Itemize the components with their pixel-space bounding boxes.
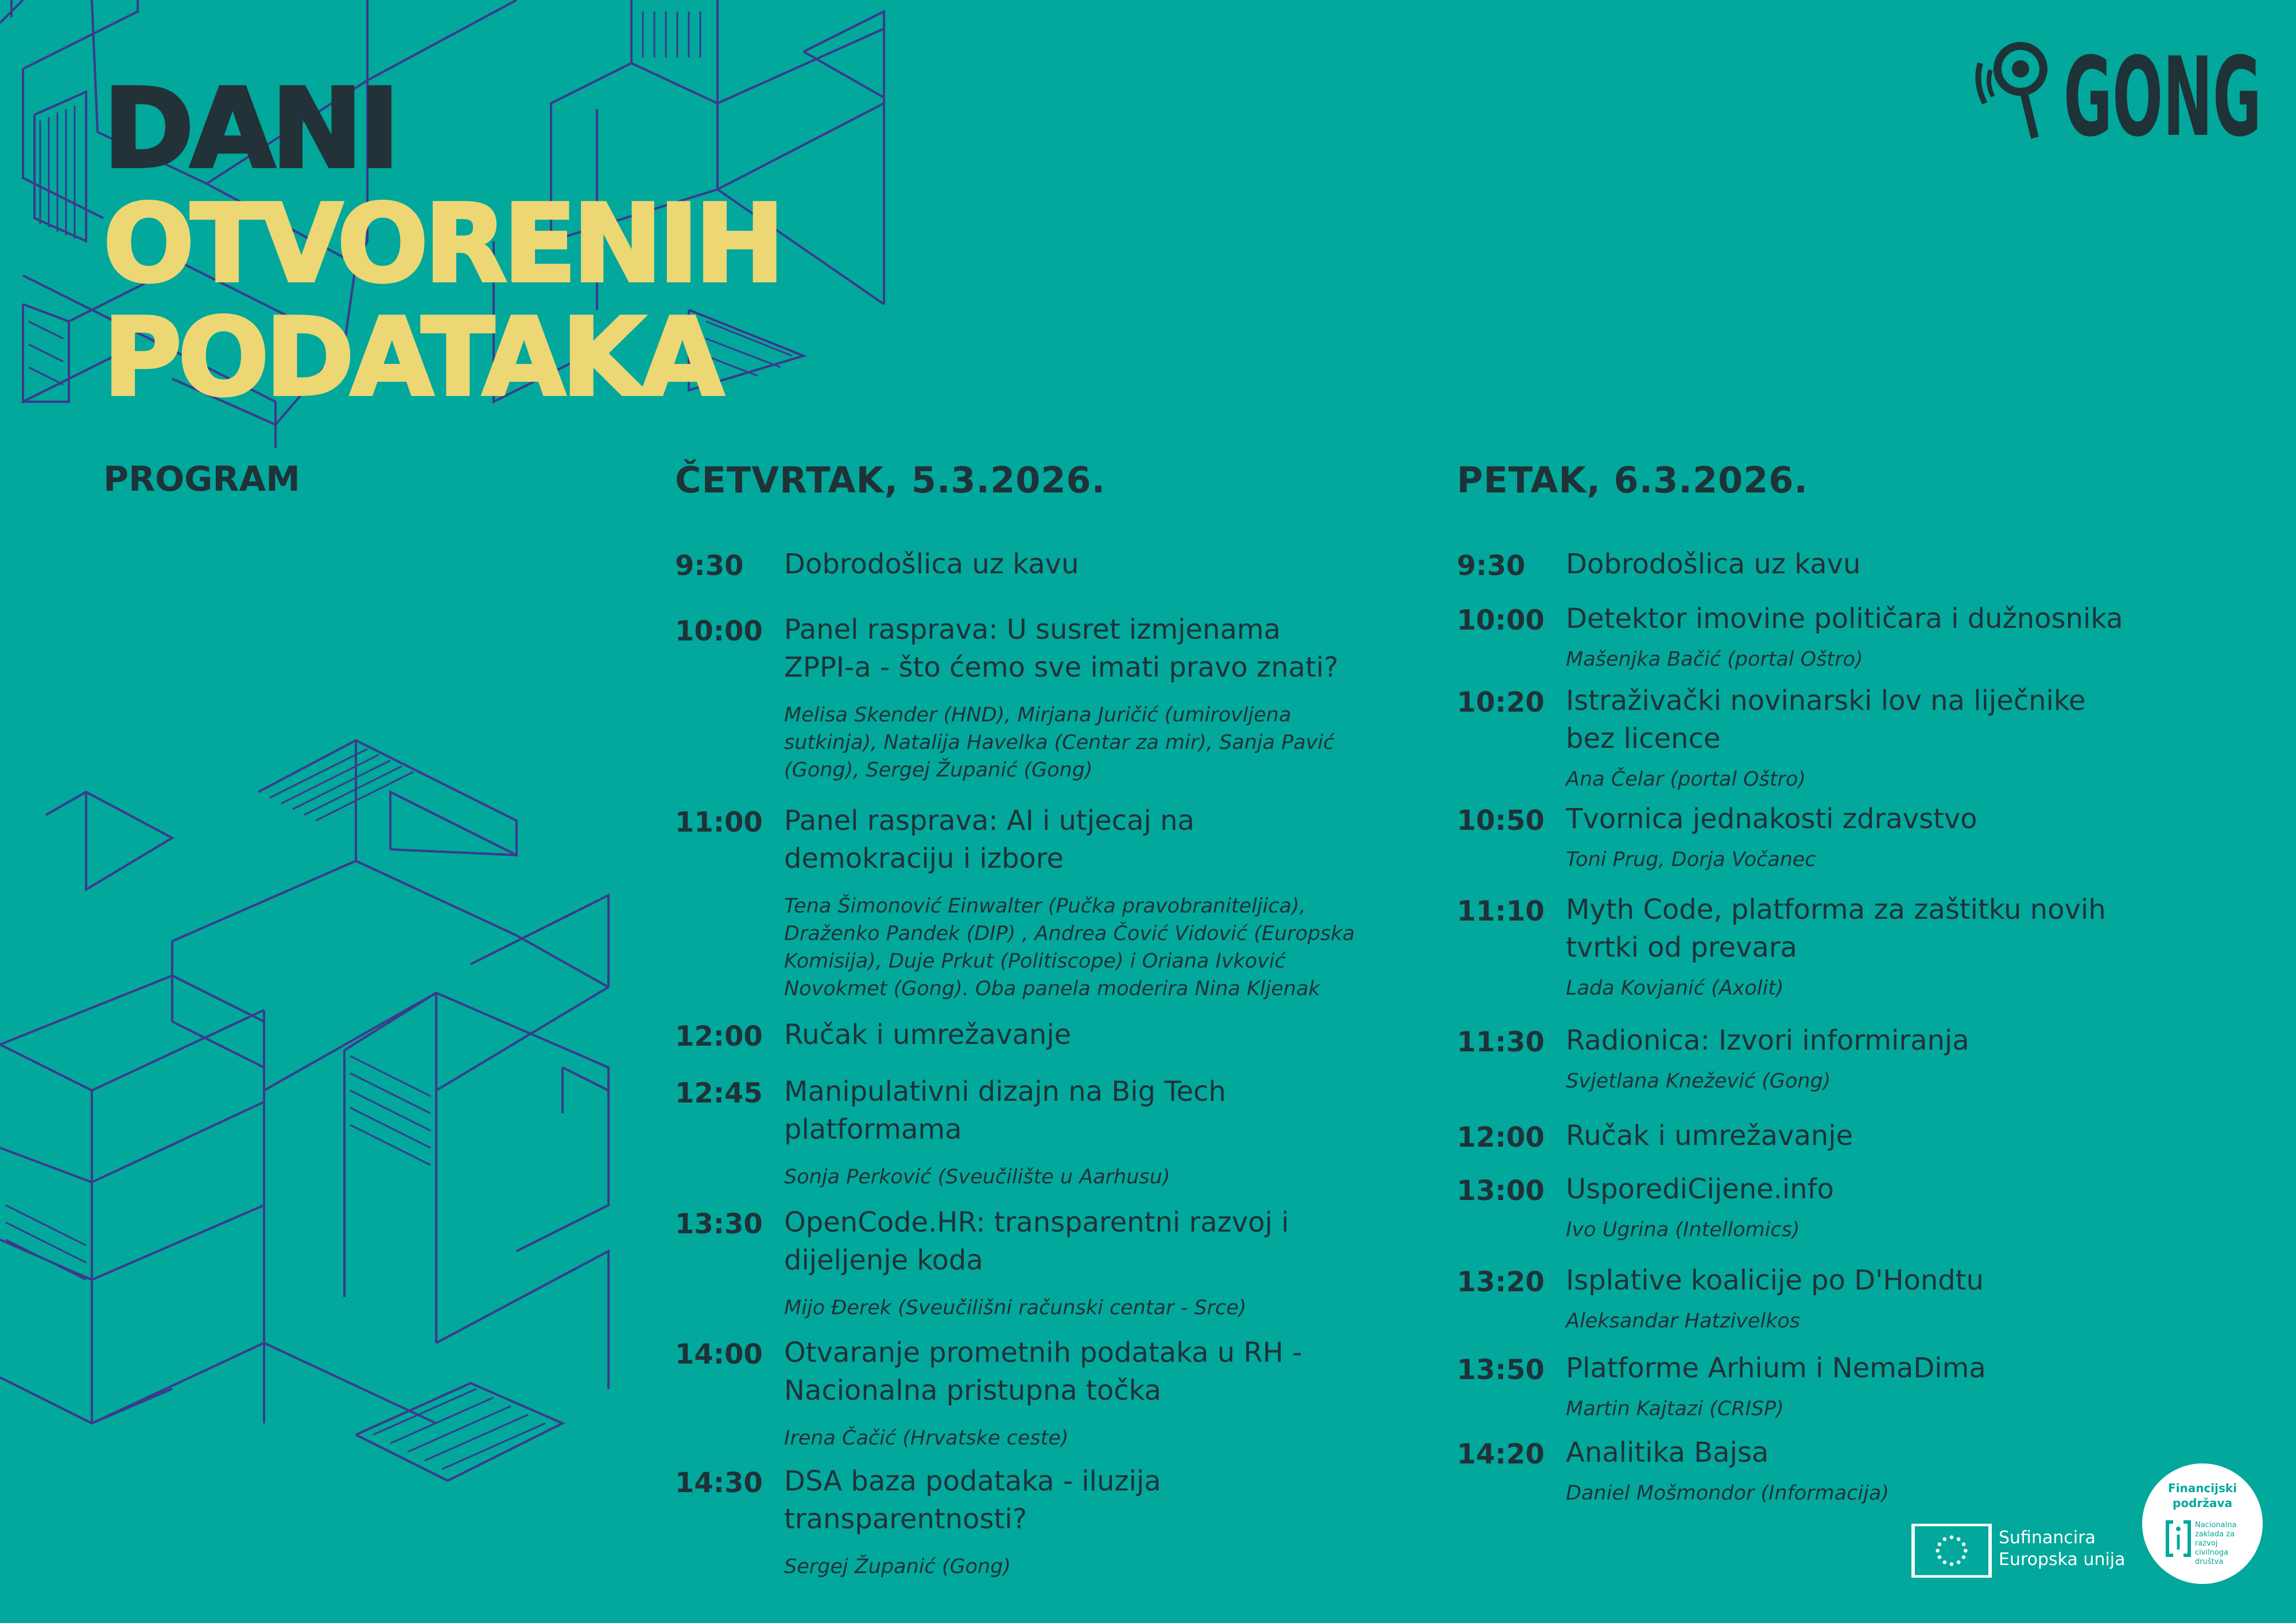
speaker-line: Svjetlana Knežević (Gong): [1566, 1070, 1831, 1093]
speaker-line: Aleksandar Hatzivelkos: [1566, 1310, 1800, 1333]
speaker-line: Daniel Mošmondor (Informacija): [1566, 1482, 1889, 1505]
speaker-line: Novokmet (Gong). Oba panela moderira Nina Kljenak: [784, 977, 1320, 1000]
session-title: [1566, 800, 2255, 838]
schedule-time: 11:30: [1457, 1026, 1545, 1058]
session-title-line: Dobrodošlica uz kavu: [1566, 548, 1861, 580]
session-speakers: [1566, 846, 2197, 873]
title-line-3: PODATAKA: [103, 295, 720, 420]
session-title-line: Detektor imovine političara i dužnosnika: [1566, 603, 2123, 635]
schedule-time: 9:30: [675, 550, 744, 582]
schedule-time: 13:50: [1457, 1354, 1545, 1386]
session-title-line: Tvornica jednakosti zdravstvo: [1566, 803, 1977, 835]
badge-title-1: Financijski: [2167, 1481, 2237, 1495]
speaker-line: Draženko Pandek (DIP) , Andrea Čović Vidović (Europska: [784, 922, 1355, 945]
session-speakers: [1566, 1216, 2197, 1244]
session-speakers: [1566, 1307, 2197, 1335]
program-label: PROGRAM: [103, 459, 300, 499]
schedule-time: 11:00: [675, 806, 763, 838]
speaker-line: Ana Čelar (portal Oštro): [1566, 768, 1806, 791]
schedule-time: 11:10: [1457, 895, 1545, 927]
session-title: [784, 611, 1473, 686]
session-speakers: [1566, 1480, 2197, 1507]
session-speakers: [1566, 1067, 2197, 1095]
session-title: [1566, 600, 2255, 638]
session-title-line: Dobrodošlica uz kavu: [784, 548, 1079, 580]
schedule-time: 12:00: [1457, 1121, 1545, 1154]
session-title-line: Isplative koalicije po D'Hondtu: [1566, 1264, 1984, 1296]
session-title: [1566, 891, 2255, 966]
badge-title-2: podržava: [2173, 1496, 2232, 1510]
session-speakers: [784, 701, 1370, 784]
foundation-bracket-icon: [2164, 1519, 2193, 1559]
schedule-time: 13:20: [1457, 1266, 1545, 1298]
session-title: [1566, 1261, 2255, 1299]
session-title-line: DSA baza podataka - iluzija: [784, 1465, 1161, 1497]
speaker-line: Mijo Đerek (Sveučilišni računski centar - Srce): [784, 1296, 1247, 1319]
session-title: [784, 545, 1473, 583]
eu-flag-icon: [1911, 1524, 1992, 1578]
session-title: [784, 1203, 1473, 1279]
schedule-time: 14:30: [675, 1467, 763, 1499]
title-line-2: OTVORENIH: [103, 181, 781, 306]
badge-sub-line: društva: [2195, 1558, 2224, 1566]
schedule-time: 13:30: [675, 1208, 763, 1240]
speaker-line: Tena Šimonović Einwalter (Pučka pravobraniteljica),: [784, 895, 1306, 918]
speaker-line: Mašenjka Bačić (portal Oštro): [1566, 648, 1863, 671]
session-title-line: transparentnosti?: [784, 1503, 1027, 1535]
day-friday: [1457, 459, 1808, 501]
funding-badge: [2142, 1463, 2263, 1584]
session-title-line: Ručak i umrežavanje: [784, 1019, 1072, 1051]
session-title-line: UsporediCijene.info: [1566, 1173, 1834, 1205]
session-title: [1566, 1022, 2255, 1059]
session-title-line: tvrtki od prevara: [1566, 931, 1797, 964]
session-title: [784, 1016, 1473, 1054]
title-line-1: DANI: [103, 65, 397, 192]
day-title: ČETVRTAK, 5.3.2026.: [675, 459, 1106, 501]
session-speakers: [784, 1163, 1370, 1191]
gong-logo-text: GONG: [2064, 34, 2262, 149]
session-title: [784, 1462, 1473, 1538]
session-title: [784, 1073, 1473, 1148]
session-title: [784, 1334, 1473, 1410]
session-title: [1566, 1349, 2255, 1387]
session-title-line: OpenCode.HR: transparentni razvoj i: [784, 1206, 1289, 1238]
session-speakers: [784, 1294, 1370, 1322]
day-title: PETAK, 6.3.2026.: [1457, 459, 1808, 501]
speaker-line: Toni Prug, Dorja Vočanec: [1566, 848, 1816, 871]
session-title-line: Platforme Arhium i NemaDima: [1566, 1352, 1986, 1384]
session-speakers: [1566, 974, 2197, 1002]
schedule-time: 14:20: [1457, 1438, 1545, 1470]
session-title: [1566, 545, 2255, 583]
eu-line-2: Europska unija: [1999, 1550, 2126, 1570]
schedule-time: 12:00: [675, 1020, 763, 1053]
gong-logo-icon: [1978, 46, 2043, 138]
session-title: [1566, 1117, 2255, 1155]
schedule-time: 13:00: [1457, 1175, 1545, 1207]
schedule-time: 10:00: [1457, 604, 1545, 636]
event-title: [103, 65, 781, 420]
session-speakers: [1566, 646, 2197, 673]
session-title-line: Radionica: Izvori informiranja: [1566, 1024, 1969, 1057]
speaker-line: sutkinja), Natalija Havelka (Centar za mir), Sanja Pavić: [784, 731, 1335, 754]
session-title: [1566, 682, 2255, 758]
badge-sub-line: razvoj: [2195, 1539, 2218, 1548]
session-speakers: [784, 892, 1370, 1003]
speaker-line: Komisija), Duje Prkut (Politiscope) i Oriana Ivković: [784, 950, 1286, 973]
speaker-line: Ivo Ugrina (Intellomics): [1566, 1218, 1800, 1241]
speaker-line: (Gong), Sergej Županić (Gong): [784, 759, 1093, 782]
speaker-line: Melisa Skender (HND), Mirjana Juričić (umirovljena: [784, 704, 1292, 727]
session-speakers: [784, 1424, 1370, 1452]
session-title: [1566, 1434, 2255, 1471]
session-title-line: Istraživački novinarski lov na liječnike: [1566, 685, 2086, 717]
speaker-line: Sergej Županić (Gong): [784, 1555, 1011, 1578]
session-title: [1566, 1170, 2255, 1208]
badge-sub-line: zaklada za: [2195, 1530, 2235, 1539]
gong-logo: [1969, 29, 2267, 149]
session-title-line: bez licence: [1566, 723, 1721, 755]
session-title-line: Otvaranje prometnih podataka u RH -: [784, 1337, 1302, 1369]
eu-line-1: Sufinancira: [1999, 1528, 2096, 1548]
session-speakers: [1566, 766, 2197, 793]
session-title-line: Panel rasprava: U susret izmjenama: [784, 614, 1281, 646]
session-title-line: Ručak i umrežavanje: [1566, 1120, 1853, 1152]
session-speakers: [784, 1553, 1370, 1581]
badge-sub-line: Nacionalna: [2195, 1521, 2237, 1529]
session-title-line: Manipulativni dizajn na Big Tech: [784, 1075, 1226, 1108]
session-title-line: Nacionalna pristupna točka: [784, 1374, 1161, 1407]
schedule-time: 10:20: [1457, 686, 1545, 719]
schedule-time: 10:00: [675, 615, 763, 647]
speaker-line: Irena Čačić (Hrvatske ceste): [784, 1427, 1069, 1450]
session-title-line: demokraciju i izbore: [784, 842, 1064, 875]
speaker-line: Sonja Perković (Sveučilište u Aarhusu): [784, 1166, 1170, 1189]
speaker-line: Martin Kajtazi (CRISP): [1566, 1397, 1784, 1420]
badge-sub-line: civilnoga: [2195, 1548, 2229, 1557]
schedule-time: 10:50: [1457, 805, 1545, 837]
session-speakers: [1566, 1395, 2197, 1423]
schedule-time: 9:30: [1457, 550, 1526, 582]
session-title-line: Panel rasprava: AI i utjecaj na: [784, 805, 1194, 837]
session-title: [784, 802, 1473, 877]
speaker-line: Lada Kovjanić (Axolit): [1566, 977, 1784, 1000]
eu-cofunding: [1911, 1524, 2130, 1581]
schedule-time: 14:00: [675, 1338, 763, 1370]
schedule-time: 12:45: [675, 1077, 763, 1109]
session-title-line: ZPPI-a - što ćemo sve imati pravo znati?: [784, 651, 1339, 684]
session-title-line: dijeljenje koda: [784, 1244, 983, 1276]
day-thursday: [675, 459, 1106, 501]
session-title-line: platformama: [784, 1113, 962, 1146]
session-title-line: Analitika Bajsa: [1566, 1436, 1769, 1469]
session-title-line: Myth Code, platforma za zaštitku novih: [1566, 894, 2106, 926]
